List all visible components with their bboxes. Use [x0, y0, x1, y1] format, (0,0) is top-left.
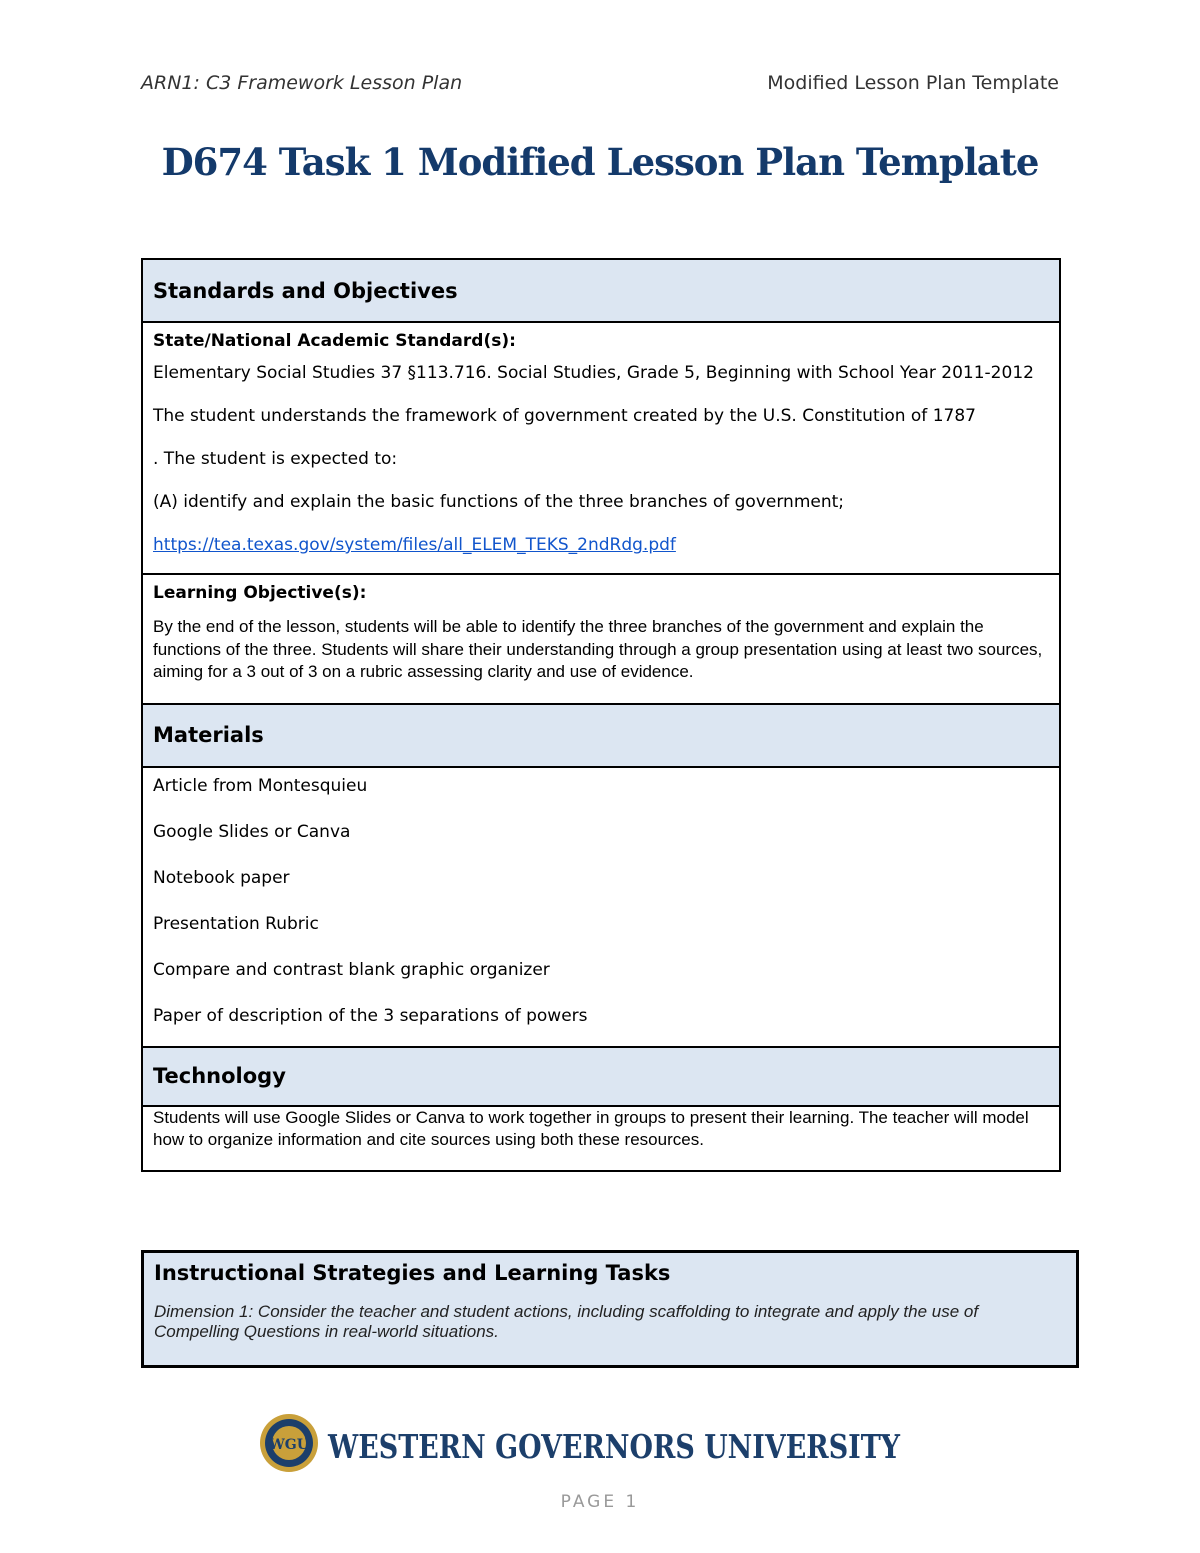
- state-standards-cell: [142, 322, 1060, 574]
- state-standards-label: State/National Academic Standard(s):: [153, 331, 516, 351]
- material-item: Presentation Rubric: [153, 913, 319, 934]
- wgu-seal-icon: [258, 1412, 908, 1474]
- state-standard-line: . The student is expected to:: [153, 449, 398, 469]
- university-name: WESTERN GOVERNORS UNIVERSITY: [327, 1427, 901, 1466]
- instructional-strategies-box: [141, 1250, 1079, 1368]
- material-item: Compare and contrast blank graphic organizer: [153, 959, 550, 980]
- instructional-strategies-heading: Instructional Strategies and Learning Tasks: [154, 1261, 671, 1285]
- material-item: Article from Montesquieu: [153, 775, 368, 796]
- learning-objectives-text: By the end of the lesson, students will be able to identify the three branches of the government and explain the functions of the three. Students will share their understanding through a group presentation using at least two sources, aiming for a 3 out of 3 on a rubric assessing clarity and use of evidence.: [153, 617, 1043, 681]
- state-standard-line: The student understands the framework of government created by the U.S. Constitution of 1787: [153, 406, 976, 426]
- instructional-strategies-text: Dimension 1: Consider the teacher and student actions, including scaffolding to integrate and apply the use of Compelling Questions in real-world situations.: [154, 1302, 979, 1341]
- standards-heading: Standards and Objectives: [142, 259, 1060, 322]
- lesson-plan-table: [141, 258, 1061, 1172]
- learning-objectives-cell: [142, 574, 1060, 704]
- material-item: Google Slides or Canva: [153, 821, 351, 842]
- header-left: ARN1: C3 Framework Lesson Plan: [141, 72, 463, 94]
- materials-heading: Materials: [142, 704, 1060, 767]
- page-title: D674 Task 1 Modified Lesson Plan Template: [161, 140, 1039, 184]
- learning-objectives-label: Learning Objective(s):: [153, 583, 367, 603]
- technology-heading: Technology: [142, 1047, 1060, 1106]
- material-item: Paper of description of the 3 separations of powers: [153, 1005, 588, 1026]
- material-item: Notebook paper: [153, 867, 290, 888]
- materials-list: [142, 767, 1060, 1047]
- header-right: Modified Lesson Plan Template: [767, 72, 1059, 94]
- state-standard-line: Elementary Social Studies 37 §113.716. Social Studies, Grade 5, Beginning with School Year 2011-2012: [153, 363, 1034, 383]
- page-number: PAGE 1: [560, 1492, 640, 1512]
- state-standard-line: (A) identify and explain the basic functions of the three branches of government;: [153, 492, 845, 512]
- wgu-logo: [258, 1412, 908, 1474]
- seal-letters: WGU: [269, 1437, 309, 1453]
- technology-cell: [142, 1106, 1060, 1171]
- standards-link[interactable]: https://tea.texas.gov/system/files/all_ELEM_TEKS_2ndRdg.pdf: [153, 535, 676, 555]
- technology-text: Students will use Google Slides or Canva to work together in groups to present their learning. The teacher will model how to organize information and cite sources using both these resources.: [153, 1107, 1029, 1149]
